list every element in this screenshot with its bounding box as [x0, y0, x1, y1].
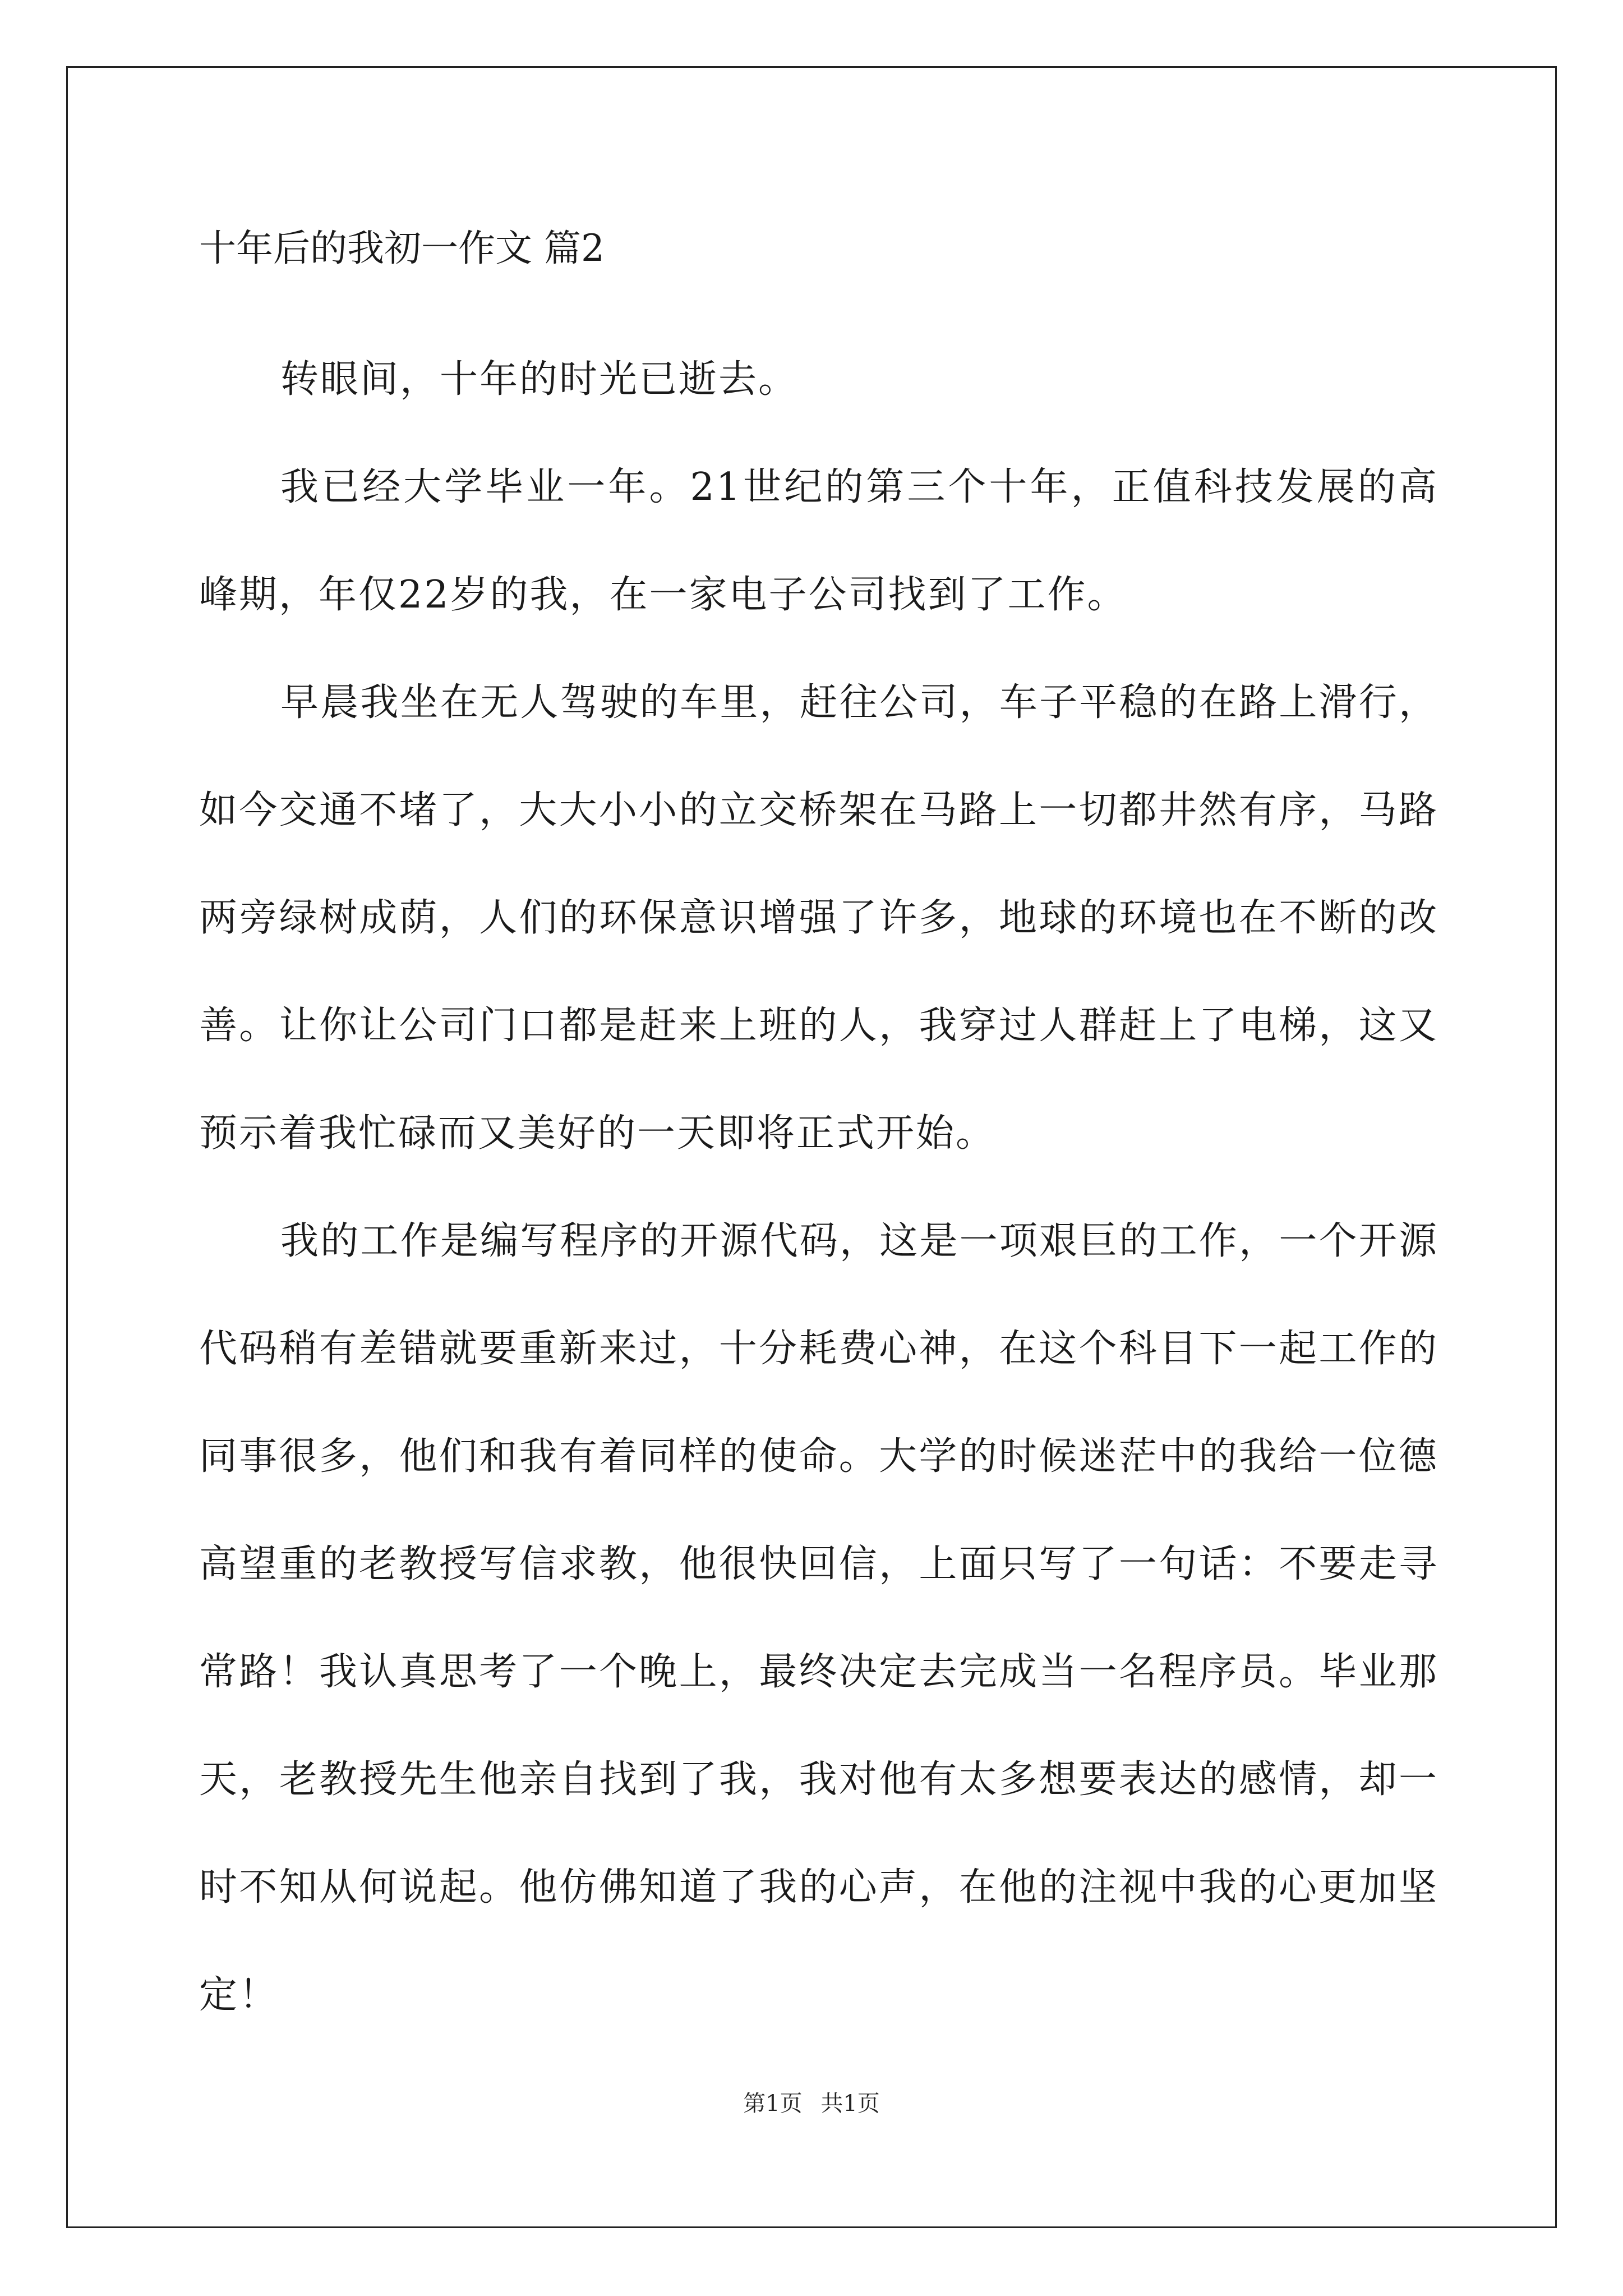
page-number-footer: 第1页 共1页	[743, 2091, 880, 2116]
document-title: 十年后的我初一作文 篇2	[199, 227, 605, 270]
paragraph-3: 早晨我坐在无人驾驶的车里，赶往公司，车子平稳的在路上滑行，如今交通不堵了，大大小小的立交桥架在马路上一切都井然有序，马路两旁绿树成荫，人们的环保意识增强了许多，地球的环境也在不断的改善。让你让公司门口都是赶来上班的人，我穿过人群赶上了电梯，这又预示着我忙碌而又美好的一天即将正式开始。	[199, 680, 1438, 1156]
paragraph-1: 转眼间，十年的时光已逝去。	[280, 357, 799, 402]
paragraph-4: 我的工作是编写程序的开源代码，这是一项艰巨的工作，一个开源代码稍有差错就要重新来过，十分耗费心神，在这个科目下一起工作的同事很多，他们和我有着同样的使命。大学的时候迷茫中的我给一位德高望重的老教授写信求教，他很快回信，上面只写了一句话：不要走寻常路！我认真思考了一个晚上，最终决定去完成当一名程序员。毕业那天，老教授先生他亲自找到了我，我对他有太多想要表达的感情，却一时不知从何说起。他仿佛知道了我的心声，在他的注视中我的心更加坚定！	[199, 1219, 1438, 2017]
paragraph-2: 我已经大学毕业一年。21世纪的第三个十年，正值科技发展的高峰期，年仅22岁的我，在一家电子公司找到了工作。	[199, 465, 1438, 617]
document-body	[199, 222, 1438, 2049]
